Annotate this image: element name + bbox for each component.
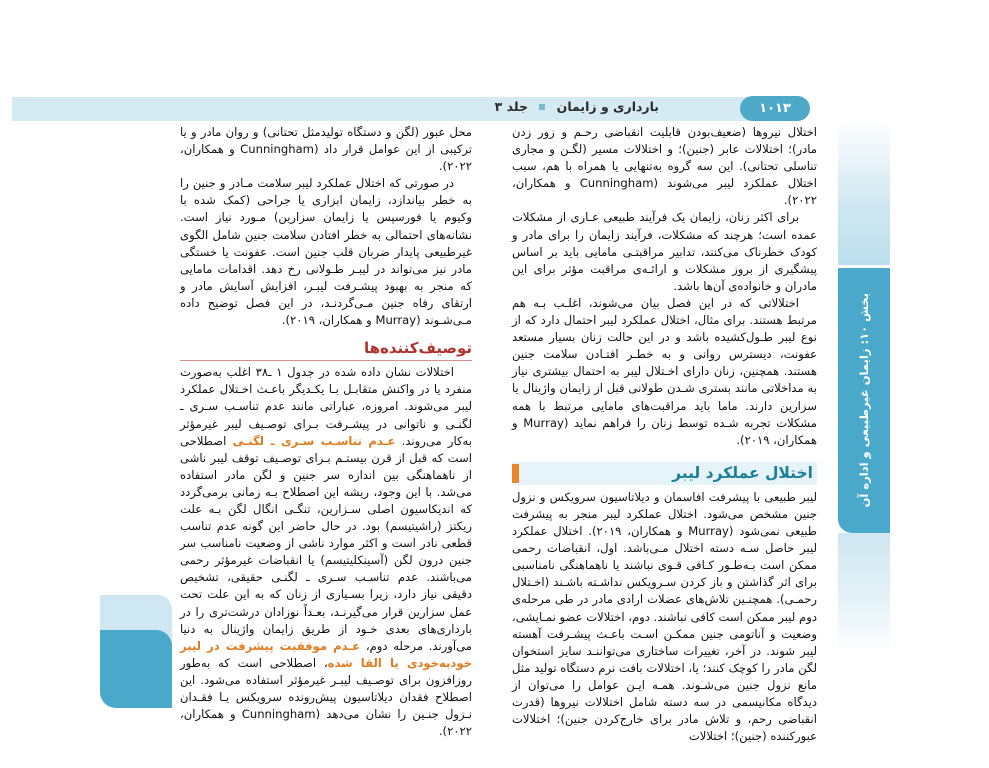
body-text: اصطلاحی است که قبل از قرن بیستـم بـرای توصـیف توقف لیبر ناشی از ناهماهنگی بین اندازه سر جنین و لگن مادر استفاده می‌شد. با این وجود، ریشه این اصطلاح بـه زمانی برمی‌گردد که اندیکاسیون اصلی سـزارین، تنگـی انگال لگن بـه علت ریکتز (راشیتیسم) بود. در حال حاضر این گونه عدم تناسب قطعی نادر است و اکثر موارد ناشی از وضعیت نامناسب سر جنین درون لگن (آسینکلیتیسم) یا انقباضات غیرمؤثر رحمی می‌باشند. عدم تناسـب سـری ـ لگنـی حقیقی، تشخیص دقیقی نیاز دارد، زیرا بسـیاری از زنان که به این علت تحت عمل سزارین قرار می‌گیرنـد، بعـداً نوزادان درشت‌تری را در بارداری‌های بعدی خـود از طریق زایمان واژینال به دنیا می‌آورند. مرحله دوم، xyxy=(180,433,472,653)
body-text: اختلالات نشان داده شده در جدول ۱ ـ۳۸ اغلب به‌صورت منفرد یا در واکنش متقابـل بـا یکـدیگر باعـث اخـتلال عملکرد لیبر می‌شوند. امروزه، عباراتی مانند عدم تناسـب سـری ـ لگنـی و ناتوانی در پیشـرفت بـرای توصـیف لیبر غیرمؤثر به‌کار می‌روند. xyxy=(180,365,473,448)
running-header xyxy=(359,99,659,114)
section-heading-labor-dysfunction-text: اختلال عملکرد لیبر xyxy=(672,463,813,482)
paragraph: اختلال نیروها (ضعیف‌بودن قابلیت انقباضی رحـم و زور زدن مادر)؛ اختلالات عابر (جنین)؛ و اختلالات مسیر (لگـن و مجاری تناسلی تحتانی). این سه گروه به‌تنهایی یا همراه با هم، سبب اختلال عملکرد لیبر می‌شوند (Cunningham و همکاران، ۲۰۲۲). xyxy=(512,125,817,208)
section-rail xyxy=(838,120,890,740)
section-tab-label-wrap xyxy=(838,268,890,533)
header-book-title: بارداری و زایمان xyxy=(556,99,659,114)
heading-marker-icon xyxy=(512,464,519,483)
term-failure-to-progress: عـدم موفقیت پیشرفت در لیبر خودبه‌خودی یا القا شده xyxy=(180,638,472,670)
section-heading-descriptors xyxy=(180,340,472,361)
paragraph: اختلالاتی که در این فصل بیان می‌شوند، اغلـب بـه هم مرتبط هستند. برای مثال، اختلال عملکرد لیبر احتمال دارد که از نوع لیبر طـول‌کشیده باشد و در این حالت زنان بسیار مستعد عفونت، دیسترس روانی و به خطـر افتـادن سلامت جنین هستند. همچنین، زنان دارای اخـتلال لیبر به احتمال بیشتری نیاز به مداخلاتی مانند بستری شـدن طولانی قبل از زایمان واژینال یا سزارین دارند. ماما باید مراقبت‌های مامایی مرتبط با همه مشکلات تجربه شـده توسط زنان را فراهم نماید (Murray و همکاران، ۲۰۱۹). xyxy=(512,295,817,447)
rail-top-gradient xyxy=(838,120,890,265)
rail-bottom-gradient xyxy=(838,533,890,653)
paragraph-descriptors xyxy=(180,364,472,740)
section-tab-label: بخش ۱۰: زایمان غیرطبیعی و اداره آن xyxy=(857,293,871,508)
paragraph: در صورتی که اختلال عملکرد لیبر سلامت مـادر و جنین را به خطر بیاندازد، زایمان ابزاری یا جراحی (کمک شده با وکیوم یا فورسپس یا زایمان سزارین) مـورد نیاز است. نشانه‌های احتمالی به خطر افتادن سلامت جنین شامل الگوی غیرطبیعی پایدار ضربان قلب جنین است. عفونت یا خستگی مادر نیز می‌تواند در لیبـر طـولانی رخ دهد. اقدامات مامایی که منجر به بهبود پیشـرفت لیبـر، افزایش آسایش مادر و ارتقای رفاه جنین مـی‌گردنـد، در این فصل توضیح داده مـی‌شـوند (Murray و همکاران، ۲۰۱۹). xyxy=(180,176,472,328)
section-heading-labor-dysfunction xyxy=(512,462,817,485)
left-text-column xyxy=(180,124,472,740)
paragraph: محل عبور (لگن و دستگاه تولیدمثل تحتانی) و روان مادر و یا ترکیبی از این عوامل قرار داد (Cunningham و همکاران، ۲۰۲۲). xyxy=(180,125,472,174)
paragraph-labor-dysfunction: لیبر طبیعی با پیشرفت افاسمان و دیلاتاسیون سرویکس و نزول جنین مشخص می‌شود. اختلال عملکرد لیبر منجر به پیشرفت طبیعی نمی‌شود (Murray و همکاران، ۲۰۱۹). اختلال عملکرد لیبر حاصل سـه دسته اختلال مـی‌باشد. اول، انقباضات رحمی ممکن است بـه‌طـور کـافی قـوی نباشند یا ناهماهنگی نامناسبی برای اثر گذاشتن و باز کردن سـرویکس نداشـته باشـند (اخـتلال رحمـی). همچنـین تلاش‌های عضلات ارادی مادر در طی مرحله‌ی دوم لیبر ممکن است کافی نباشند. دوم، اختلالات عضو نمـایشی، وضعیت و آناتومی جنین ممکـن اسـت باعـث پیشـرفت آهسته لیبر شوند. در آخر، تغییرات ساختاری می‌تواننـد سایز استخوان لگن مادر را کوچک کنند؛ یا، اختلالات بافت نرم دستگاه تولید مثل مانع نزول جنین می‌شـوند. همـه ایـن عوامل را می‌توان از دیدگاه مکانیسمی در سه دسته شامل اختلالات نیروها (قدرت انقباضی رحم، و تلاش مادر برای خارج‌کردن جنین)؛ اختلالات عبورکننده (جنین)؛ اختلالات xyxy=(512,489,818,744)
page-number-badge xyxy=(740,96,810,121)
section-heading-descriptors-text: توصیف‌کننده‌ها xyxy=(363,339,472,358)
decorative-block-dark xyxy=(100,630,172,708)
paragraph: برای اکثر زنان، زایمان یک فرآیند طبیعی عـاری از مشکلات عمده است؛ هرچند که مشکلات، فرآیند زایمان را برای مادر و کودک خطرناک می‌کنند، تدابیر مراقبتـی مامایی باید بر اساس پیشگیری از بروز مشکلات و ارائـه‌ی مراقبت مؤثر برای این مادران و خانواده‌ی آن‌ها باشد. xyxy=(512,210,817,293)
page-number-text: ۱۰۱۳ xyxy=(759,101,791,116)
term-cephalopelvic-disproportion: عـدم تناسـب سـری ـ لگنـی xyxy=(232,433,396,448)
header-separator-icon xyxy=(539,104,545,110)
right-text-column xyxy=(512,124,817,745)
header-volume: جلد ۳ xyxy=(494,99,528,114)
body-text: ، اصطلاحی است که به‌طور روزافزون برای توصـیف لیبـر غیرمؤثر استفاده می‌شود. این اصطلاح فقدان دیلاتاسیون پیش‌رونده سرویکس یـا فقـدان نـزول جنـین را نشان می‌دهد (Cunningham و همکاران، ۲۰۲۲). xyxy=(180,655,472,739)
